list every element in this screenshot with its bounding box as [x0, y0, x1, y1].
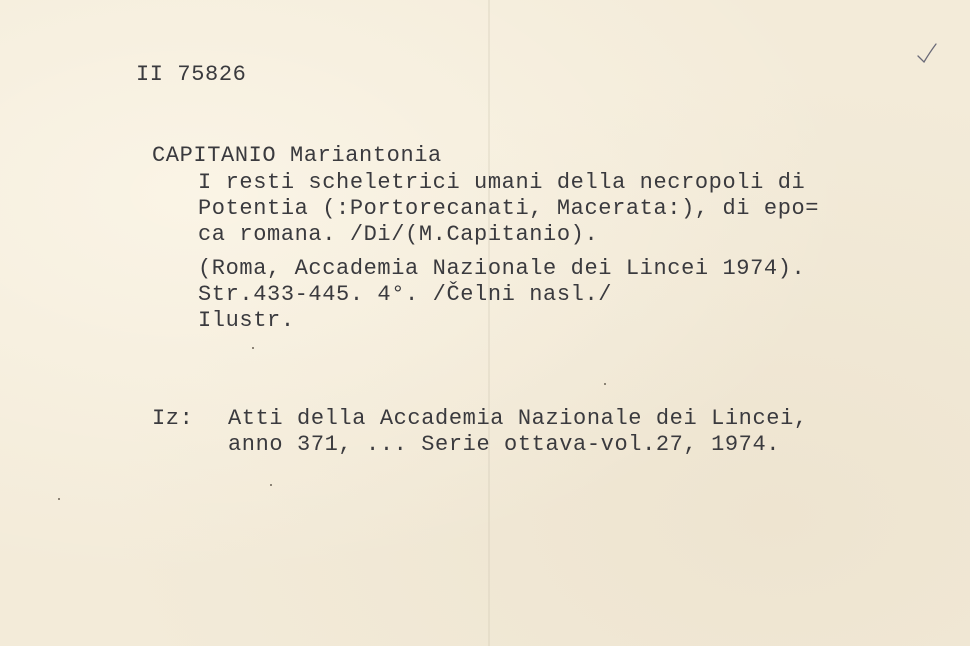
title-line-2: Potentia (:Portorecanati, Macerata:), di epo= [198, 196, 820, 221]
paper-speck [58, 498, 60, 500]
imprint-line-1: (Roma, Accademia Nazionale dei Lincei 1974). [198, 256, 806, 281]
title-line-1: I resti scheletrici umani della necropoli di [198, 170, 806, 195]
check-mark-icon [912, 40, 940, 68]
call-number: II 75826 [136, 62, 247, 87]
source-line-2: anno 371, ... Serie ottava-vol.27, 1974. [228, 432, 781, 457]
paper-speck [270, 484, 272, 486]
imprint-line-2: Str.433-445. 4°. /Čelni nasl./ [198, 282, 613, 307]
paper-speck [252, 347, 254, 349]
paper-speck [604, 383, 606, 385]
imprint-line-3: Ilustr. [198, 308, 295, 333]
title-line-3: ca romana. /Di/(M.Capitanio). [198, 222, 599, 247]
card-fold-line [488, 0, 490, 646]
source-label: Iz: [152, 406, 194, 431]
source-line-1: Atti della Accademia Nazionale dei Lincei, [228, 406, 808, 431]
author-heading: CAPITANIO Mariantonia [152, 143, 442, 168]
